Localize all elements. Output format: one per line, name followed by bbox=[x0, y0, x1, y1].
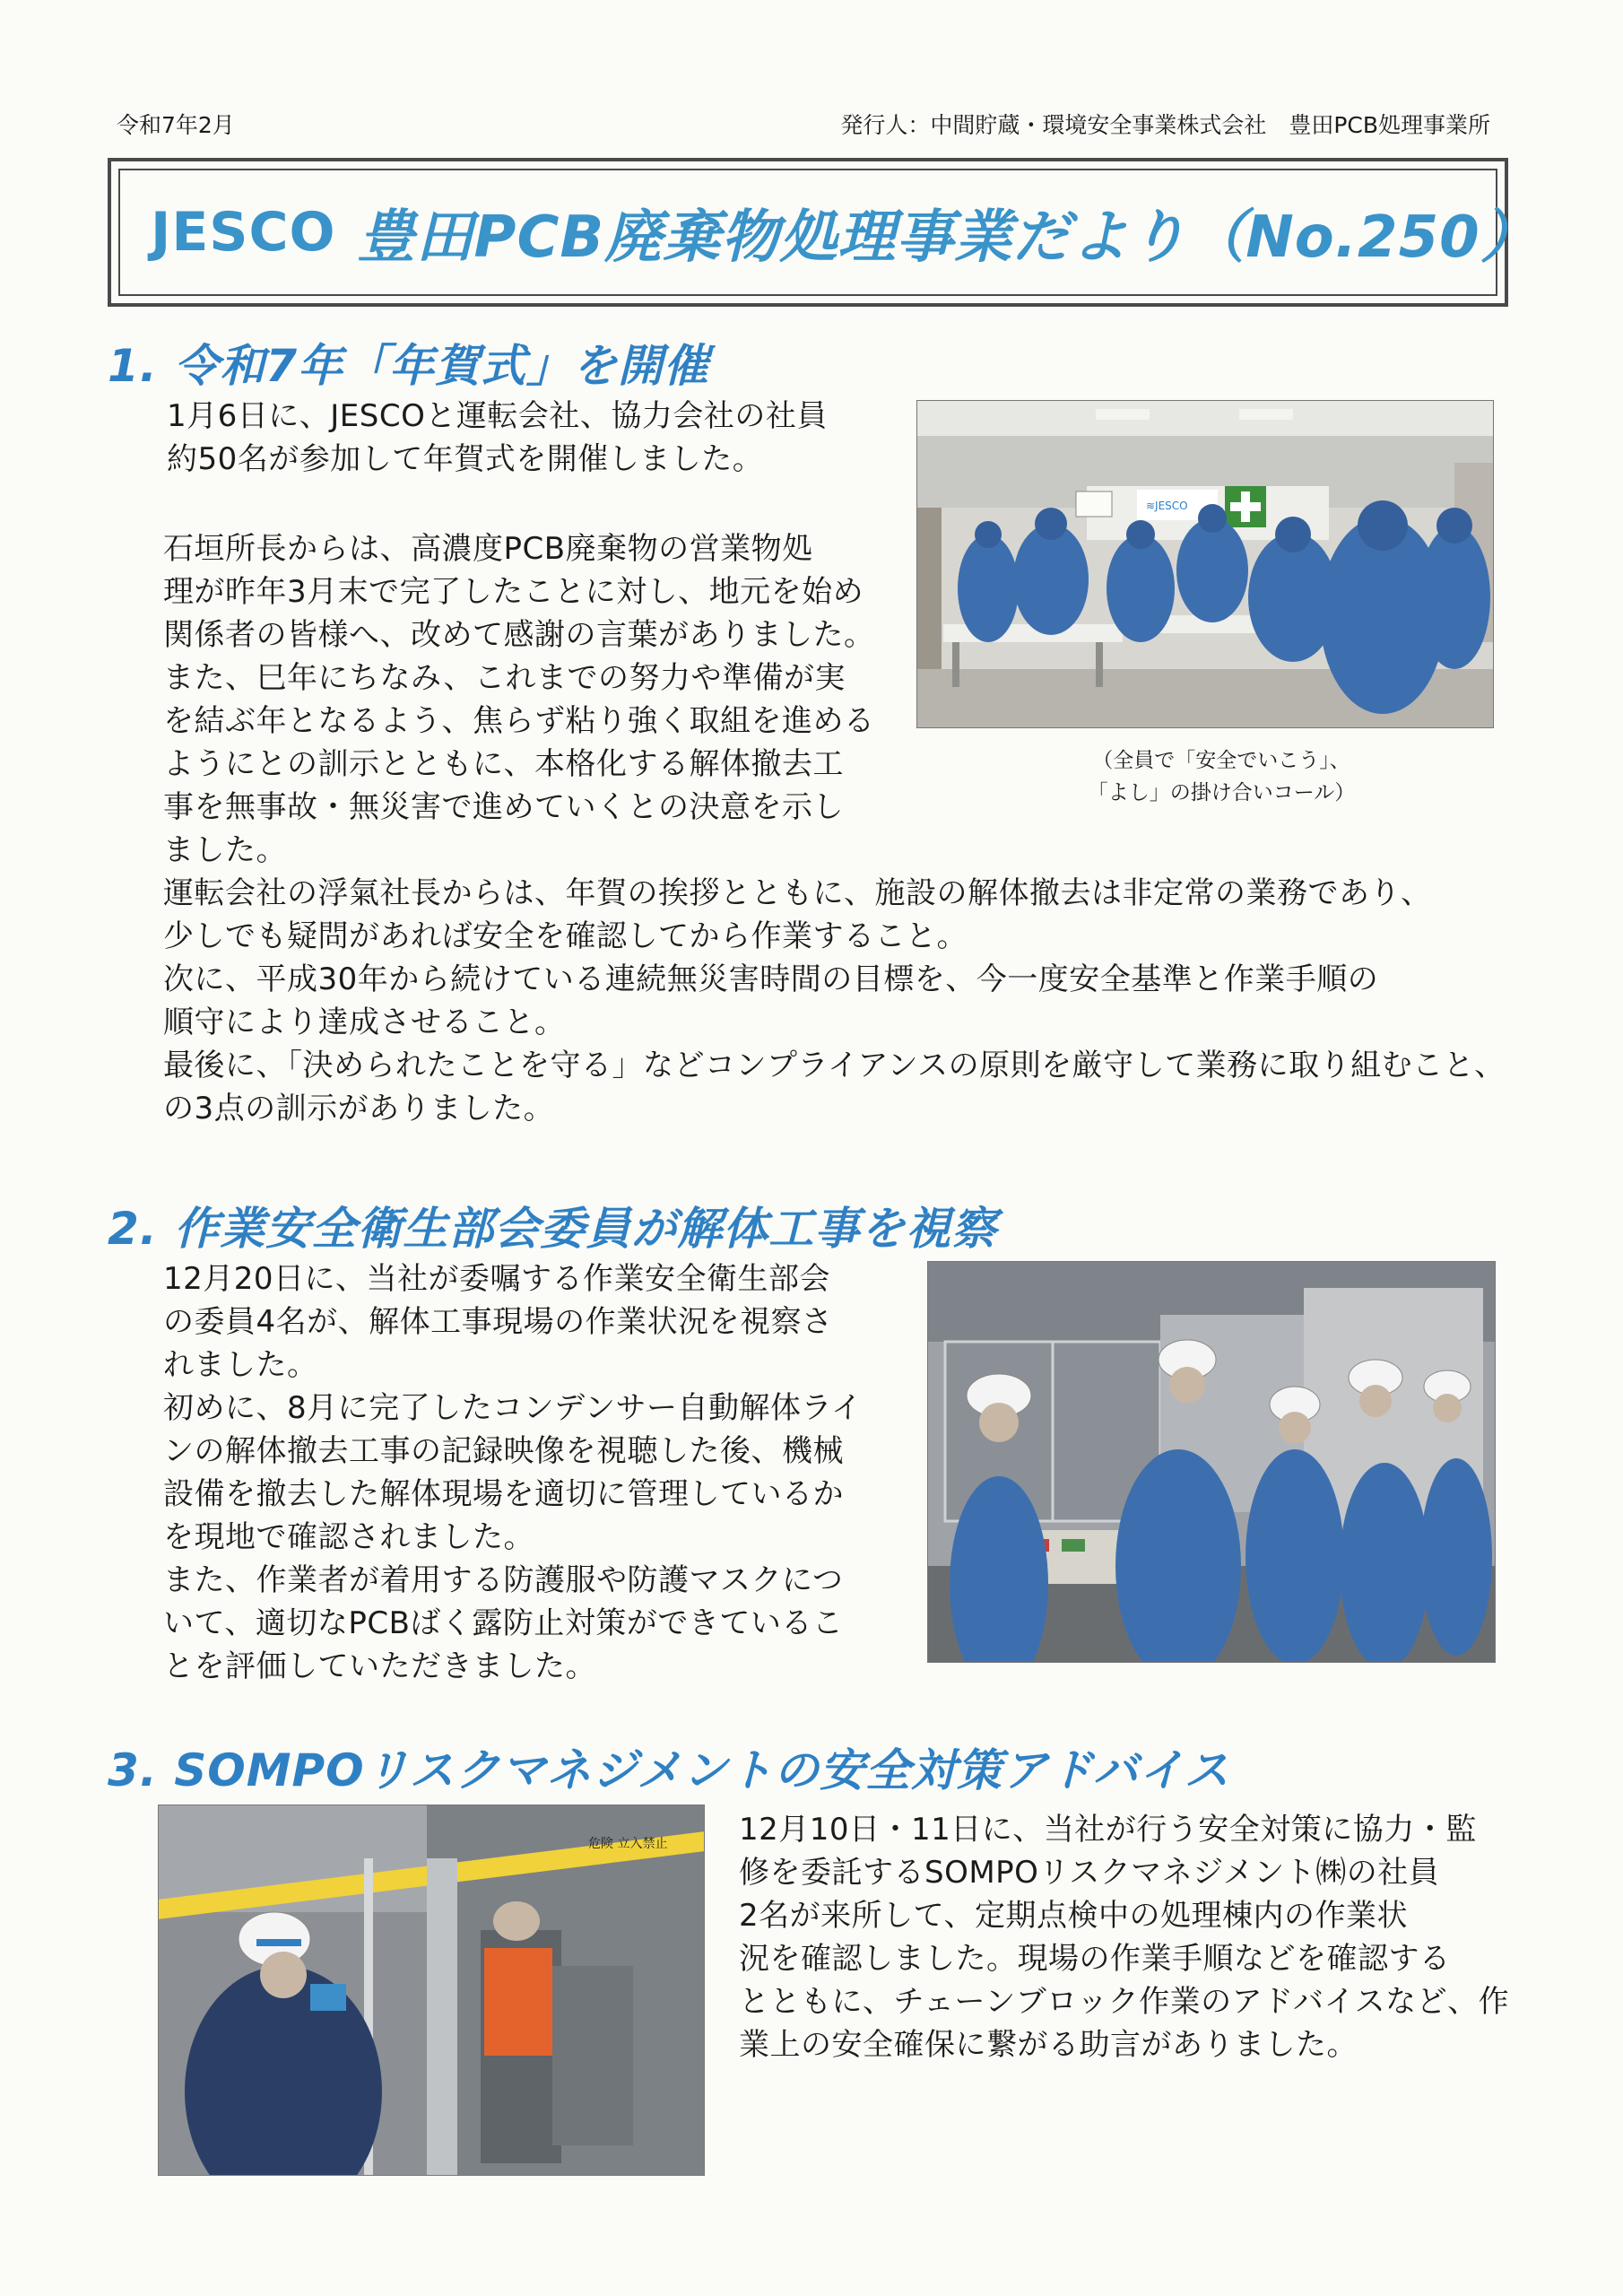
section-1-body-side: 石垣所長からは、高濃度PCB廃棄物の営業物処 理が昨年3月末で完了したことに対し、地元を始め 関係者の皆様へ、改めて感謝の言葉がありました。 また、巳年にちなみ、これまでの努力や準備が実 を結ぶ年となるよう、焦らず粘り強く取組を進める ようにとの訓示とともに、本格化する解体撤去工 事を無事故・無災害で進めていくとの決意を示し ました。 bbox=[163, 531, 875, 868]
section-1-body-full: 運転会社の浮氣社長からは、年賀の挨拶とともに、施設の解体撤去は非定常の業務であり、 少しでも疑問があれば安全を確認してから作業すること。 次に、平成30年から続けている連続無災害時間の目標を、今一度安全基準と作業手順の 順守により達成させること。 最後に、「決められたことを守る」などコンプライアンスの原則を厳守して業務に取り組むこと、 の3点の訓示がありました。 bbox=[163, 875, 1506, 1126]
section-3-body: 12月10日・11日に、当社が行う安全対策に協力・監 修を委託するSOMPOリスクマネジメント㈱の社員 2名が来所して、定期点検中の処理棟内の作業状 況を確認しました。現場の作業手順などを確認する とともに、チェーンブロック作業のアドバイスなど、作 業上の安全確保に繋がる助言がありました。 bbox=[739, 1812, 1510, 2063]
section-3-heading: 3. SOMPOリスクマネジメントの安全対策アドバイス bbox=[108, 1744, 1230, 1796]
svg-text:≋JESCO: ≋JESCO bbox=[1146, 500, 1188, 512]
masthead bbox=[108, 158, 1539, 307]
tape-text: 危険 立入禁止 bbox=[588, 1837, 668, 1851]
section-2-body: 12月20日に、当社が委嘱する作業安全衛生部会 の委員4名が、解体工事現場の作業状況を視察さ れました。 初めに、8月に完了したコンデンサー自動解体ライ ンの解体撤去工事の記録映像を視聴した後、機械 設備を撤去した解体現場を適切に管理しているか を現地で確認されました。 また、作業者が着用する防護服や防護マスクにつ いて、適切なPCBばく露防止対策ができているこ とを評価していただきました。 bbox=[163, 1261, 863, 1684]
sompo-inspection-photo bbox=[158, 1805, 705, 2176]
masthead-title: 豊田PCB廃棄物処理事業だより（No.250） bbox=[357, 204, 1539, 271]
issue-date: 令和7年2月 bbox=[117, 112, 235, 138]
jesco-logo-text: JESCO bbox=[151, 201, 336, 264]
section-2-heading: 2. 作業安全衛生部会委員が解体工事を視察 bbox=[108, 1203, 998, 1255]
section-1-intro: 1月6日に、JESCOと運転会社、協力会社の社員 約50名が参加して年賀式を開催しました。 bbox=[167, 398, 828, 477]
inspection-photo bbox=[927, 1261, 1496, 1663]
newyear-ceremony-photo bbox=[916, 400, 1494, 728]
section-1-photo-caption: （全員で「安全でいこう」、 「よし」の掛け合いコール） bbox=[1087, 749, 1356, 804]
publisher: 発行人：中間貯蔵・環境安全事業株式会社 豊田PCB処理事業所 bbox=[840, 112, 1490, 138]
section-1-heading: 1. 令和7年「年賀式」を開催 bbox=[108, 340, 709, 392]
